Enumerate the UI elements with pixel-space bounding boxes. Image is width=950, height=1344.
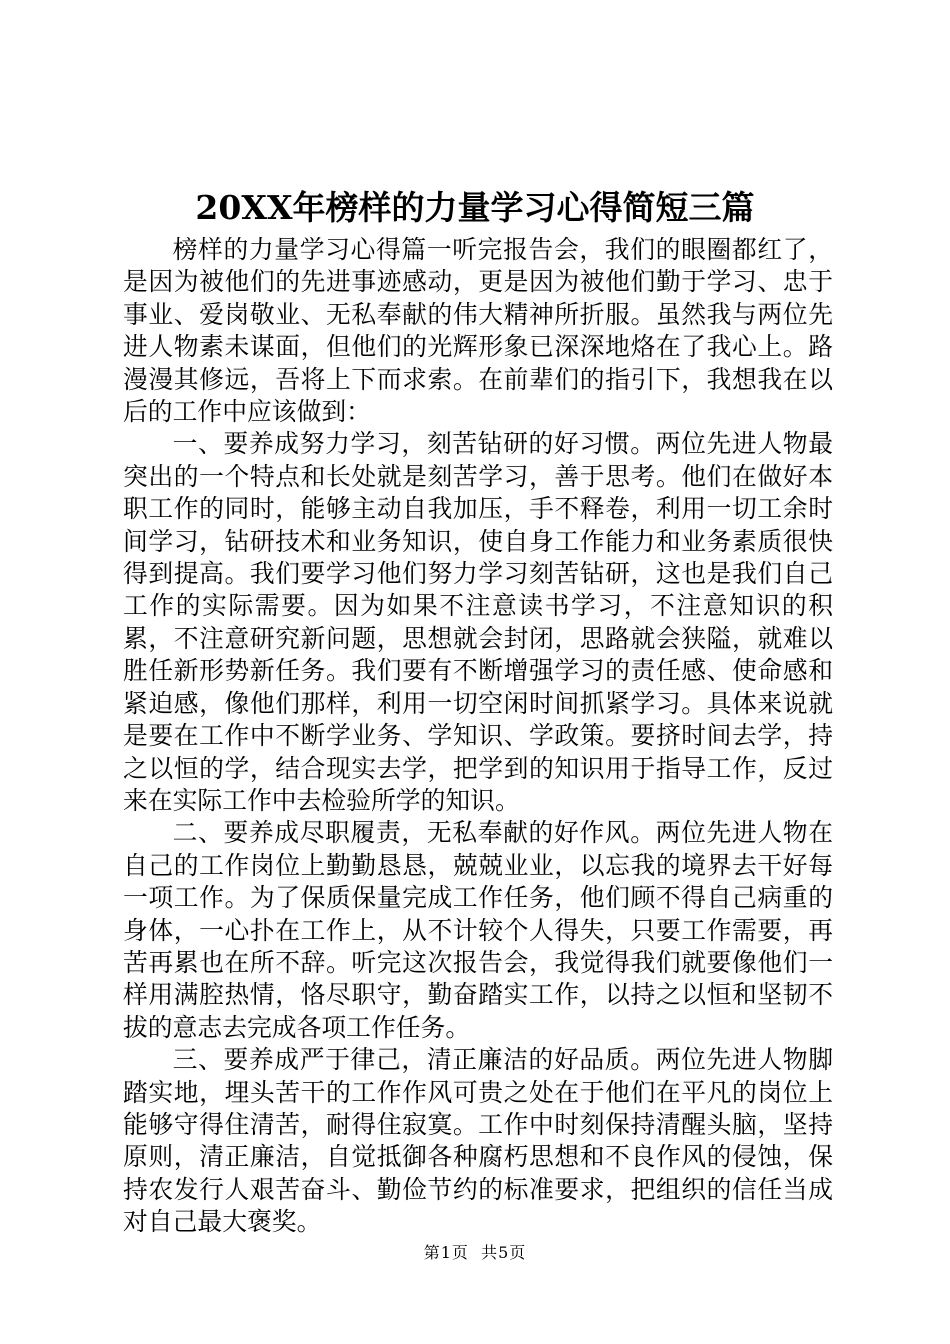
paragraph-point-one: 一、要养成努力学习，刻苦钻研的好习惯。两位先进人物最突出的一个特点和长处就是刻苦学习，善于思考。他们在做好本职工作的同时，能够主动自我加压，手不释卷，利用一切工余时间学习，钻研技术和业务知识，使自身工作能力和业务素质很快得到提高。我们要学习他们努力学习刻苦钻研，这也是我们自己工作的实际需要。因为如果不注意读书学习，不注意知识的积累，不注意研究新问题，思想就会封闭，思路就会狭隘，就难以胜任新形势新任务。我们要有不断增强学习的责任感、使命感和紧迫感，像他们那样，利用一切空闲时间抓紧学习。具体来说就是要在工作中不断学业务、学知识、学政策。要挤时间去学，持之以恒的学，结合现实去学，把学到的知识用于指导工作，反过来在实际工作中去检验所学的知识。 [123, 429, 833, 815]
page-footer [0, 1242, 950, 1264]
paragraph-point-two: 二、要养成尽职履责，无私奉献的好作风。两位先进人物在自己的工作岗位上勤勤恳恳，兢兢业业，以忘我的境界去干好每一项工作。为了保质保量完成工作任务，他们顾不得自己病重的身体，一心扑在工作上，从不计较个人得失，只要工作需要，再苦再累也在所不辞。听完这次报告会，我觉得我们就要像他们一样用满腔热情，恪尽职守，勤奋踏实工作，以持之以恒和坚韧不拔的意志去完成各项工作任务。 [123, 818, 833, 1042]
page-number: 第1页 [423, 1243, 469, 1262]
page-total: 共5页 [481, 1243, 527, 1262]
document-title: 20XX年榜样的力量学习心得简短三篇 [195, 188, 755, 227]
document-body [123, 234, 833, 1239]
paragraph-point-three: 三、要养成严于律己，清正廉洁的好品质。两位先进人物脚踏实地，埋头苦干的工作作风可贵之处在于他们在平凡的岗位上能够守得住清苦，耐得住寂寞。工作中时刻保持清醒头脑，坚持原则，清正廉洁，自觉抵御各种腐朽思想和不良作风的侵蚀，保持农发行人艰苦奋斗、勤俭节约的标准要求，把组织的信任当成对自己最大褒奖。 [123, 1045, 833, 1237]
paragraph-intro: 榜样的力量学习心得篇一听完报告会，我们的眼圈都红了，是因为被他们的先进事迹感动，更是因为被他们勤于学习、忠于事业、爱岗敬业、无私奉献的伟大精神所折服。虽然我与两位先进人物素未谋面，但他们的光辉形象已深深地烙在了我心上。路漫漫其修远，吾将上下而求索。在前辈们的指引下，我想我在以后的工作中应该做到： [123, 235, 833, 427]
